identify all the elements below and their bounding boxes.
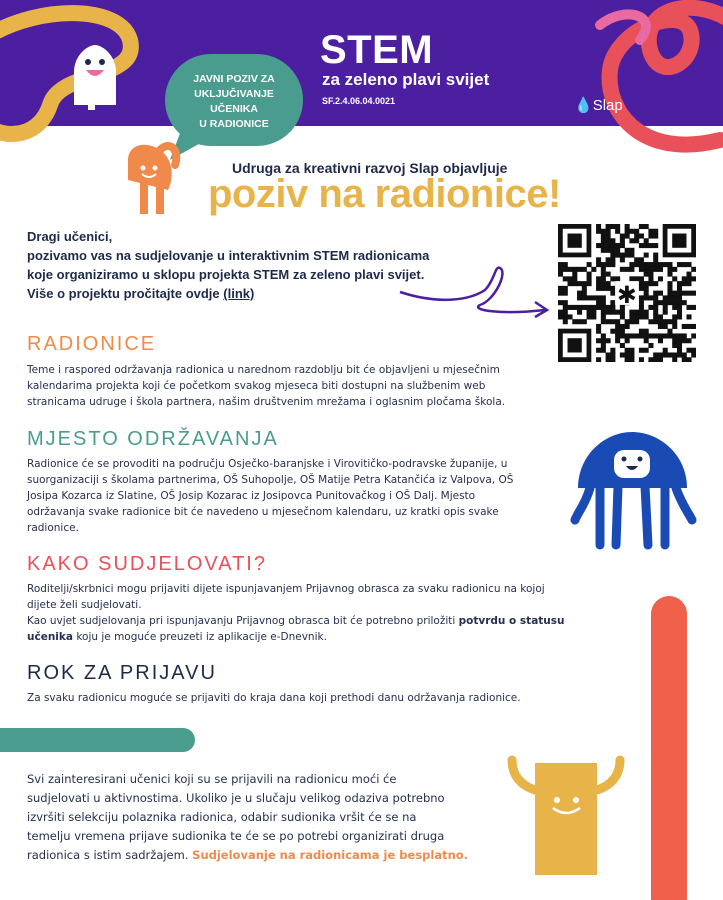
stem-subtitle: za zeleno plavi svijet — [322, 70, 490, 89]
drop-icon: 💧 — [574, 97, 593, 114]
stem-title: STEM — [320, 28, 434, 72]
section-title-kako: KAKO SUDJELOVATI? — [27, 553, 267, 575]
red-swirl — [610, 8, 723, 145]
text-span: Kao uvjet sudjelovanja pri ispunjavanju Prijavnog obrasca bit će potrebno priložiti — [27, 615, 456, 627]
text-line — [27, 846, 497, 865]
text-line: Roditelji/skrbnici mogu prijaviti dijete ispunjavanjem Prijavnog obrasca za svaku radionicu na kojoj — [27, 583, 545, 595]
intro-line: pozivamo vas na sudjelovanje u interaktivnim STEM radionicama — [27, 248, 430, 263]
intro-line: Više o projektu pročitajte ovdje — [27, 286, 220, 301]
bubble-line: UKLJUČIVANJE — [194, 88, 274, 100]
text-span: radionica s istim sadržajem. — [27, 848, 189, 862]
final-paragraph — [27, 770, 497, 865]
teal-bar — [0, 728, 195, 752]
bold-text: potvrdu o statusu — [458, 615, 565, 627]
svg-text:✱: ✱ — [617, 280, 637, 309]
intro-line: koje organiziramo u sklopu projekta STEM za zeleno plavi svijet. — [27, 267, 425, 282]
ghost-mascot — [74, 45, 116, 110]
blue-jellyfish-mascot — [575, 432, 692, 545]
text-line — [27, 613, 565, 629]
text-line — [27, 629, 565, 645]
coral-bar — [651, 596, 687, 900]
text-line: temelju vremena prijave sudionika te će se po potrebi organizirati druga — [27, 829, 445, 843]
project-link[interactable]: (link) — [223, 286, 255, 301]
announcement-intro: Udruga za kreativni razvoj Slap objavljuje — [232, 160, 508, 176]
text-line: održavanja svake radionice bit će navedeno u mjesečnom kalendaru, uz kratki opis svake — [27, 506, 499, 518]
text-line: izvršiti selekciju polaznika radionica, odabir sudionika vršit će se na — [27, 810, 417, 824]
text-line: kalendarima projekta koji će početkom svakog mjeseca biti dostupni na službenim web — [27, 380, 486, 392]
text-line: stranicama udruge i škola partnera, našim društvenim mrežama i oglasnim pločama škola. — [27, 396, 506, 408]
free-highlight: Sudjelovanje na radionicama je besplatno. — [192, 848, 469, 862]
qr-code[interactable] — [558, 224, 696, 362]
brand-name: Slap — [592, 97, 623, 114]
rok-text: Za svaku radionicu moguće se prijaviti do kraja dana koji prethodi danu održavanja radionice. — [27, 692, 521, 704]
bubble-text — [170, 72, 298, 132]
text-line: Josipa Kozarca iz Slatine, OŠ Josip Kozarac iz Josipovca Punitovačkog i OŠ Dalj. Mjesto — [27, 490, 476, 502]
section-title-rok: ROK ZA PRIJAVU — [27, 662, 217, 684]
bubble-line: U RADIONICE — [199, 118, 269, 130]
bold-text: učenika — [27, 631, 73, 643]
text-line: suorganizaciji s školama partnerima, OŠ Suhopolje, OŠ Matije Petra Katančića iz Valpova, OŠ — [27, 474, 514, 486]
bubble-line: JAVNI POZIV ZA — [193, 73, 275, 85]
bubble-line: UČENIKA — [210, 103, 258, 115]
kako-text — [27, 581, 565, 645]
project-code: SF.2.4.06.04.0021 — [322, 96, 396, 106]
text-line: dijete želi sudjelovati. — [27, 599, 142, 611]
text-span: koju je moguće preuzeti iz aplikacije e-Dnevnik. — [76, 631, 327, 643]
text-line: Teme i raspored održavanja radionica u narednom razdoblju bit će objavljeni u mjesečnim — [27, 364, 500, 376]
slap-logo — [574, 96, 623, 114]
section-title-mjesto: MJESTO ODRŽAVANJA — [27, 428, 279, 450]
intro-line-with-link — [27, 284, 429, 303]
radionice-text — [27, 362, 505, 410]
intro-paragraph — [27, 227, 429, 303]
text-line: Svi zainteresirani učenici koji su se prijavili na radionicu moći će — [27, 772, 397, 786]
mjesto-text — [27, 456, 513, 536]
announcement-title: poziv na radionice! — [208, 172, 561, 216]
intro-line: Dragi učenici, — [27, 229, 113, 244]
text-line: radionice. — [27, 522, 79, 534]
yellow-rect-mascot — [512, 760, 620, 875]
orange-mascot — [128, 145, 176, 214]
section-title-radionice: RADIONICE — [27, 333, 157, 355]
text-line: sudjelovati u aktivnostima. Ukoliko je u slučaju velikog odaziva potrebno — [27, 791, 445, 805]
text-line: Radionice će se provoditi na području Osječko-baranjske i Virovitičko-podravske županije, u — [27, 458, 508, 470]
